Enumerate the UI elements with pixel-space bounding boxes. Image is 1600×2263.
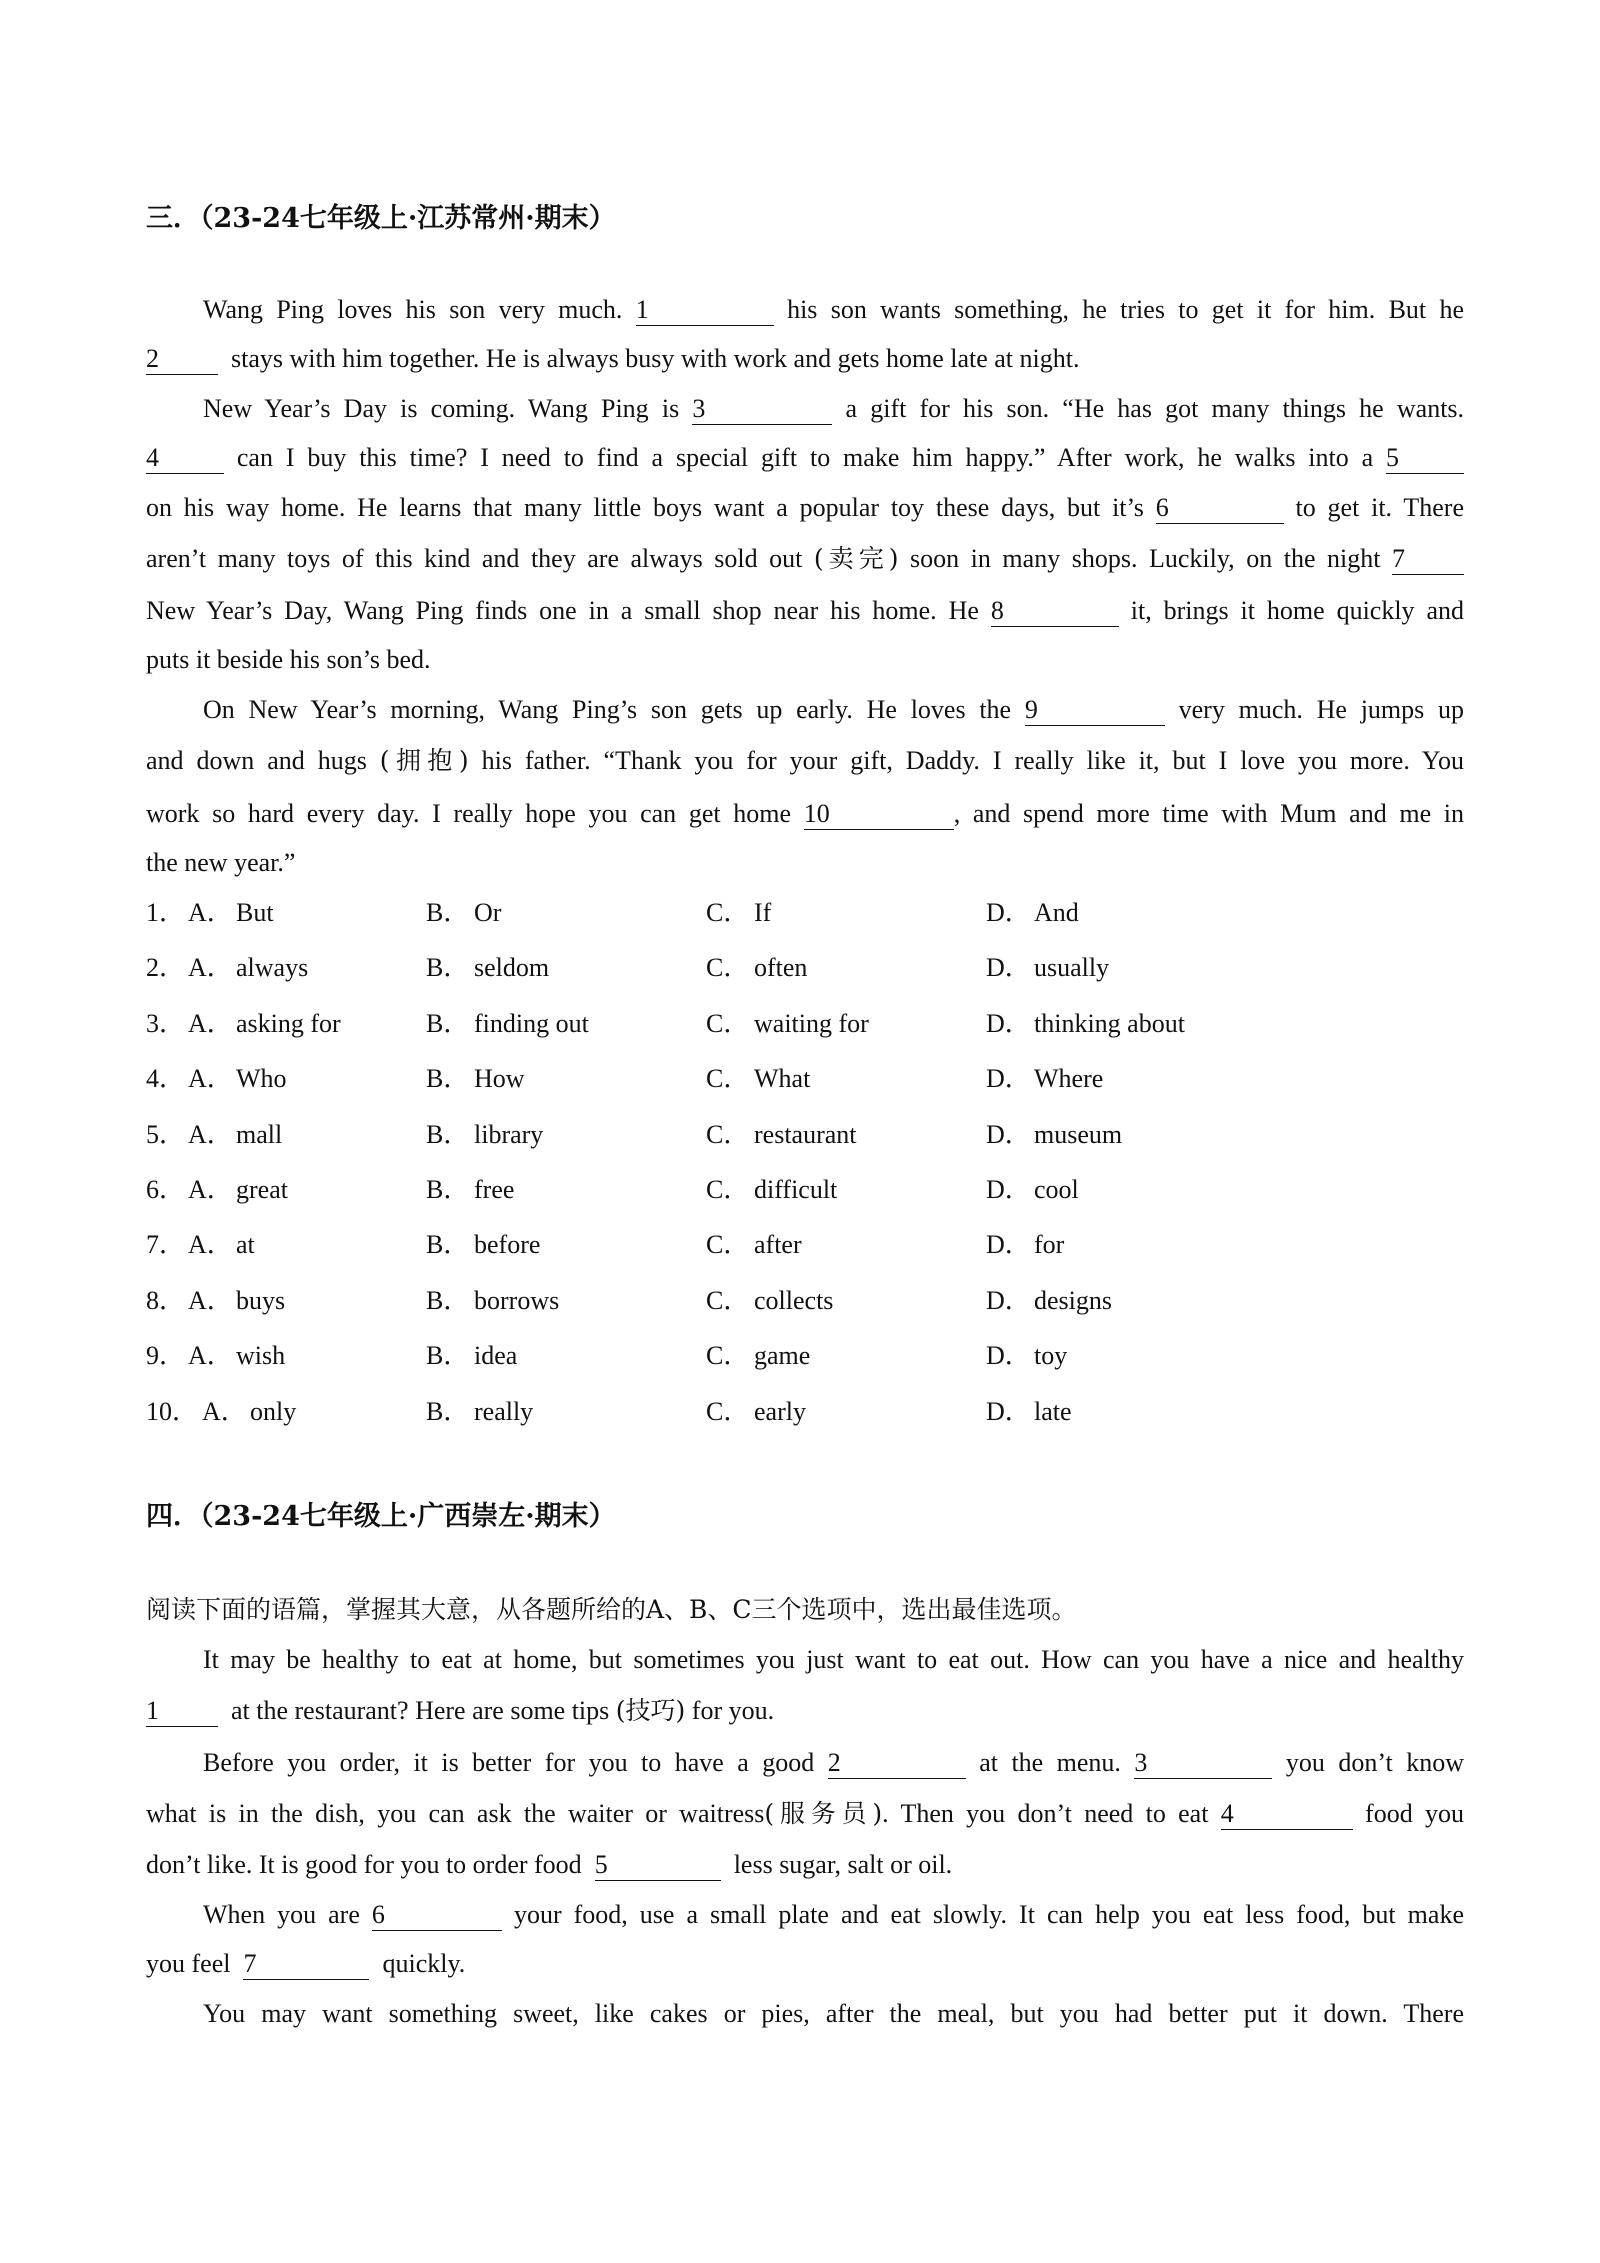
option-text: after — [754, 1230, 802, 1259]
option-letter: A． — [188, 1120, 233, 1149]
option-letter: B． — [426, 1397, 470, 1426]
option-text: difficult — [754, 1175, 838, 1204]
passage-line: and down and hugs (拥抱) his father. “Thank you for your gift, Daddy. I really like it, but I love you more. You — [146, 746, 1464, 775]
option-letter: D． — [986, 1230, 1031, 1259]
option-letter: C． — [706, 1397, 750, 1426]
option-text: thinking about — [1034, 1009, 1185, 1038]
option-row — [146, 1172, 1346, 1208]
option-b[interactable] — [426, 1338, 517, 1374]
option-text: If — [754, 898, 772, 927]
option-b[interactable] — [426, 1117, 543, 1153]
option-letter: A． — [188, 1175, 233, 1204]
option-letter: D． — [986, 1009, 1031, 1038]
option-a[interactable] — [188, 895, 274, 931]
passage-line: work so hard every day. I really hope you can get home 10 , and spend more time with Mum and me in — [146, 799, 1464, 828]
blank-8[interactable]: 8 — [991, 596, 1119, 627]
blank-7[interactable]: 7 — [1392, 544, 1464, 575]
option-text: for — [1034, 1230, 1065, 1259]
option-letter: B． — [426, 1230, 470, 1259]
section-4-heading: 四．（23-24七年级上·广西崇左·期末） — [146, 1501, 616, 1532]
option-text: seldom — [474, 953, 550, 982]
option-letter: D． — [986, 1064, 1031, 1093]
option-text: before — [474, 1230, 541, 1259]
passage-line: what is in the dish, you can ask the waiter or waitress(服务员). Then you don’t need to eat 4 food you — [146, 1799, 1465, 1828]
option-d[interactable] — [986, 1061, 1103, 1097]
s4-blank-4[interactable]: 4 — [1221, 1799, 1353, 1830]
option-d[interactable] — [986, 1283, 1112, 1319]
passage-line: you feel 7 quickly. — [146, 1949, 466, 1978]
passage-line: When you are 6 your food, use a small plate and eat slowly. It can help you eat less food, but make — [203, 1900, 1464, 1929]
option-text: late — [1034, 1397, 1072, 1426]
passage-line: puts it beside his son’s bed. — [146, 645, 431, 674]
option-b[interactable] — [426, 1283, 559, 1319]
passage-line: You may want something sweet, like cakes or pies, after the meal, but you had better put it down. There — [203, 1999, 1464, 2028]
option-c[interactable] — [706, 1394, 806, 1430]
option-a[interactable] — [188, 1061, 287, 1097]
option-text: designs — [1034, 1286, 1112, 1315]
option-row — [146, 895, 1346, 931]
option-c[interactable] — [706, 1172, 837, 1208]
passage-line: don’t like. It is good for you to order food 5 less sugar, salt or oil. — [146, 1850, 953, 1879]
passage-line: Wang Ping loves his son very much. 1 his son wants something, he tries to get it for him. But he — [203, 295, 1464, 324]
option-letter: B． — [426, 953, 470, 982]
option-row — [146, 1061, 1346, 1097]
option-row — [146, 1117, 1346, 1153]
option-a[interactable] — [202, 1394, 296, 1430]
option-text: free — [474, 1175, 515, 1204]
option-text: buys — [236, 1286, 286, 1315]
question-number: 10． — [146, 1397, 199, 1426]
option-c[interactable] — [706, 895, 771, 931]
passage-line: aren’t many toys of this kind and they are always sold out (卖完) soon in many shops. Luckily, on the night 7 — [146, 541, 1464, 577]
option-row — [146, 1006, 1346, 1042]
option-letter: D． — [986, 1120, 1031, 1149]
question-number: 6． — [146, 1175, 186, 1204]
option-c[interactable] — [706, 950, 807, 986]
option-letter: D． — [986, 1341, 1031, 1370]
option-letter: B． — [426, 1064, 470, 1093]
question-number: 1． — [146, 898, 186, 927]
option-text: How — [474, 1064, 525, 1093]
s4-blank-6[interactable]: 6 — [372, 1900, 502, 1931]
option-text: waiting for — [754, 1009, 869, 1038]
option-letter: A． — [188, 953, 233, 982]
option-letter: A． — [188, 1064, 233, 1093]
option-letter: A． — [188, 1286, 233, 1315]
option-text: often — [754, 953, 808, 982]
option-letter: B． — [426, 1286, 470, 1315]
option-text: And — [1034, 898, 1079, 927]
option-text: collects — [754, 1286, 834, 1315]
option-row — [146, 1394, 1346, 1430]
option-letter: C． — [706, 1064, 750, 1093]
option-a[interactable] — [188, 1227, 255, 1263]
s4-blank-1[interactable]: 1 — [146, 1696, 218, 1727]
option-text: wish — [236, 1341, 286, 1370]
passage-line: Before you order, it is better for you to have a good 2 at the menu. 3 you don’t know — [203, 1748, 1464, 1777]
option-a[interactable] — [188, 1172, 288, 1208]
option-letter: B． — [426, 1009, 470, 1038]
option-text: But — [236, 898, 274, 927]
s4-blank-2[interactable]: 2 — [828, 1748, 966, 1779]
option-c[interactable] — [706, 1227, 802, 1263]
option-row — [146, 1227, 1346, 1263]
option-text: museum — [1034, 1120, 1123, 1149]
passage-line: New Year’s Day is coming. Wang Ping is 3 a gift for his son. “He has got many things he wants. — [203, 394, 1465, 423]
option-text: Where — [1034, 1064, 1104, 1093]
question-number: 8． — [146, 1286, 186, 1315]
option-a[interactable] — [188, 950, 308, 986]
option-letter: D． — [986, 1286, 1031, 1315]
option-d[interactable] — [986, 950, 1109, 986]
option-text: Who — [236, 1064, 287, 1093]
option-row — [146, 1338, 1346, 1374]
option-text: borrows — [474, 1286, 560, 1315]
option-text: cool — [1034, 1175, 1079, 1204]
option-text: usually — [1034, 953, 1110, 982]
instruction-text: 阅读下面的语篇，掌握其大意，从各题所给的A、B、C三个选项中，选出最佳选项。 — [146, 1595, 1077, 1624]
option-letter: C． — [706, 1009, 750, 1038]
option-b[interactable] — [426, 1227, 540, 1263]
option-text: asking for — [236, 1009, 341, 1038]
passage-line: New Year’s Day, Wang Ping finds one in a small shop near his home. He 8 it, brings it home quickly and — [146, 596, 1465, 625]
option-c[interactable] — [706, 1283, 833, 1319]
option-text: What — [754, 1064, 811, 1093]
option-text: mall — [236, 1120, 283, 1149]
option-letter: C． — [706, 898, 750, 927]
blank-10[interactable]: 10 — [804, 799, 954, 830]
blank-9[interactable]: 9 — [1025, 695, 1165, 726]
option-letter: D． — [986, 898, 1031, 927]
option-c[interactable] — [706, 1061, 810, 1097]
option-text: library — [474, 1120, 544, 1149]
option-row — [146, 950, 1346, 986]
passage-line: 1 at the restaurant? Here are some tips (技巧) for you. — [146, 1696, 775, 1725]
option-b[interactable] — [426, 950, 549, 986]
option-a[interactable] — [188, 1283, 285, 1319]
option-c[interactable] — [706, 1006, 869, 1042]
option-c[interactable] — [706, 1338, 810, 1374]
option-b[interactable] — [426, 1006, 589, 1042]
option-b[interactable] — [426, 895, 501, 931]
option-b[interactable] — [426, 1172, 514, 1208]
option-d[interactable] — [986, 895, 1079, 931]
option-a[interactable] — [188, 1338, 285, 1374]
s4-blank-5[interactable]: 5 — [595, 1850, 721, 1881]
option-d[interactable] — [986, 1117, 1122, 1153]
option-letter: B． — [426, 1175, 470, 1204]
question-number: 2． — [146, 953, 186, 982]
passage-line: the new year.” — [146, 848, 296, 877]
s4-blank-3[interactable]: 3 — [1134, 1748, 1272, 1779]
option-text: finding out — [474, 1009, 589, 1038]
option-a[interactable] — [188, 1006, 341, 1042]
option-letter: A． — [188, 898, 233, 927]
option-text: toy — [1034, 1341, 1068, 1370]
option-letter: D． — [986, 953, 1031, 982]
option-text: idea — [474, 1341, 518, 1370]
option-d[interactable] — [986, 1006, 1185, 1042]
passage-line: on his way home. He learns that many little boys want a popular toy these days, but it’s 6 to get it. There — [146, 493, 1465, 522]
option-text: always — [236, 953, 309, 982]
option-letter: C． — [706, 953, 750, 982]
blank-4[interactable]: 4 — [146, 443, 224, 474]
passage-line: It may be healthy to eat at home, but sometimes you just want to eat out. How can you have a nice and healthy — [203, 1645, 1464, 1674]
blank-5[interactable]: 5 — [1386, 443, 1464, 474]
option-letter: D． — [986, 1397, 1031, 1426]
option-text: at — [236, 1230, 255, 1259]
s4-blank-7[interactable]: 7 — [243, 1949, 369, 1980]
question-number: 5． — [146, 1120, 186, 1149]
option-letter: C． — [706, 1120, 750, 1149]
question-number: 9． — [146, 1341, 186, 1370]
option-d[interactable] — [986, 1338, 1067, 1374]
option-text: really — [474, 1397, 534, 1426]
option-d[interactable] — [986, 1394, 1072, 1430]
option-text: early — [754, 1397, 806, 1426]
option-letter: C． — [706, 1341, 750, 1370]
blank-2[interactable]: 2 — [146, 344, 218, 375]
option-text: Or — [474, 898, 502, 927]
option-letter: A． — [202, 1397, 247, 1426]
blank-1[interactable]: 1 — [636, 295, 774, 326]
option-letter: C． — [706, 1230, 750, 1259]
passage-line: On New Year’s morning, Wang Ping’s son gets up early. He loves the 9 very much. He jumps up — [203, 695, 1465, 724]
option-d[interactable] — [986, 1172, 1079, 1208]
question-number: 4． — [146, 1064, 186, 1093]
option-letter: C． — [706, 1175, 750, 1204]
option-row — [146, 1283, 1346, 1319]
question-number: 3． — [146, 1009, 186, 1038]
section-3-heading: 三．（23-24七年级上·江苏常州·期末） — [146, 203, 616, 234]
option-text: game — [754, 1341, 811, 1370]
option-letter: D． — [986, 1175, 1031, 1204]
option-c[interactable] — [706, 1117, 857, 1153]
option-b[interactable] — [426, 1061, 525, 1097]
option-letter: A． — [188, 1341, 233, 1370]
option-d[interactable] — [986, 1227, 1064, 1263]
option-text: only — [250, 1397, 297, 1426]
blank-6[interactable]: 6 — [1156, 493, 1284, 524]
option-letter: B． — [426, 1341, 470, 1370]
option-letter: C． — [706, 1286, 750, 1315]
option-text: restaurant — [754, 1120, 857, 1149]
question-number: 7． — [146, 1230, 186, 1259]
option-text: great — [236, 1175, 288, 1204]
passage-line: 4 can I buy this time? I need to find a special gift to make him happy.” After work, he walks into a 5 — [146, 440, 1464, 476]
option-b[interactable] — [426, 1394, 533, 1430]
option-a[interactable] — [188, 1117, 282, 1153]
passage-line: 2 stays with him together. He is always busy with work and gets home late at night. — [146, 344, 1080, 373]
blank-3[interactable]: 3 — [692, 394, 832, 425]
option-letter: A． — [188, 1230, 233, 1259]
option-letter: B． — [426, 1120, 470, 1149]
option-letter: A． — [188, 1009, 233, 1038]
option-letter: B． — [426, 898, 470, 927]
